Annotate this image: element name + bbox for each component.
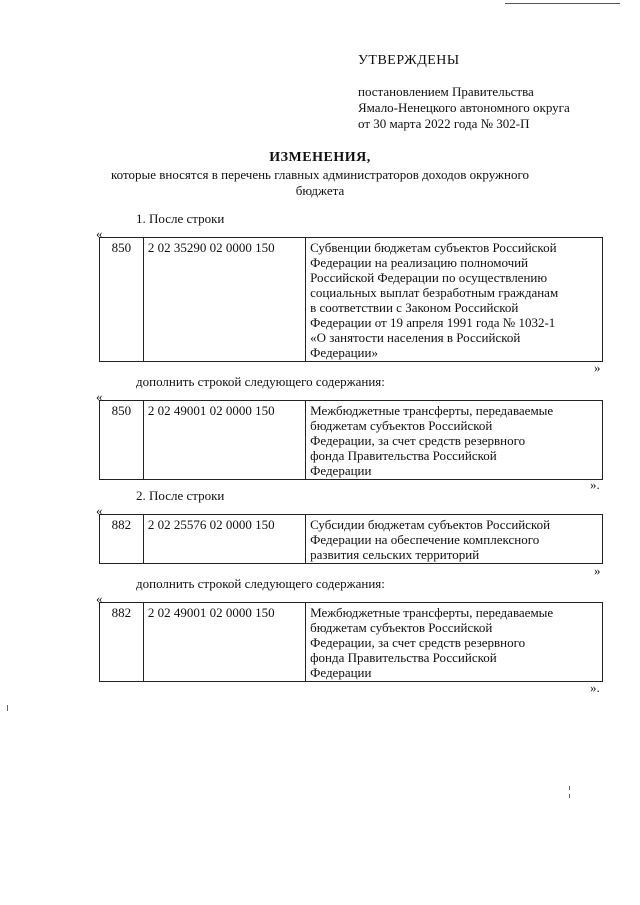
- income-name-line: Федерации: [310, 463, 372, 478]
- income-name-line: Федерации, за счет средств резервного: [310, 433, 526, 448]
- section-1-heading: 1. После строки: [136, 211, 225, 226]
- income-name-line: развития сельских территорий: [310, 547, 480, 562]
- income-name-line: фонда Правительства Российской: [310, 650, 497, 665]
- income-name-line: Субсидии бюджетам субъектов Российской: [310, 517, 551, 532]
- income-name-cell: [306, 238, 603, 362]
- income-name-line: Федерации, за счет средств резервного: [310, 635, 526, 650]
- approval-heading: УТВЕРЖДЕНЫ: [358, 53, 460, 68]
- approval-line: Ямало-Ненецкого автономного округа: [358, 100, 570, 115]
- document-title: ИЗМЕНЕНИЯ,: [269, 150, 371, 165]
- section-1-table-before: [99, 237, 603, 362]
- income-name-line: бюджетам субъектов Российской: [310, 418, 493, 433]
- income-name-line: социальных выплат безработным гражданам: [310, 285, 559, 300]
- admin-code-cell: 850: [100, 401, 144, 480]
- scan-artifact: [7, 705, 8, 711]
- income-name-line: бюджетам субъектов Российской: [310, 620, 493, 635]
- income-name-line: в соответствии с Законом Российской: [310, 300, 519, 315]
- subtitle-line: бюджета: [295, 183, 345, 198]
- section-2-open-quote-2: «: [96, 591, 103, 606]
- section-2-close-quote: »: [594, 563, 601, 578]
- section-2-table-before: [99, 514, 603, 564]
- income-name-cell: [306, 515, 603, 564]
- approval-line: постановлением Правительства: [358, 84, 534, 99]
- admin-code-cell: 850: [100, 238, 144, 362]
- section-2-close-quote-2: ».: [590, 680, 600, 695]
- income-name-cell: [306, 603, 603, 682]
- income-name-line: Федерации на реализацию полномочий: [310, 255, 529, 270]
- section-1-open-quote-2: «: [96, 389, 103, 404]
- income-name-line: Федерации: [310, 665, 372, 680]
- admin-code-cell: 882: [100, 515, 144, 564]
- document-subtitle: [0, 167, 640, 199]
- income-name-line: фонда Правительства Российской: [310, 448, 497, 463]
- table-row: [100, 238, 603, 362]
- section-1-table-new: [99, 400, 603, 480]
- income-name-line: Федерации на обеспечение комплексного: [310, 532, 540, 547]
- section-2-open-quote: «: [96, 503, 103, 518]
- top-edge-line: [505, 3, 620, 4]
- income-name-line: Федерации от 19 апреля 1991 года № 1032-1: [310, 315, 556, 330]
- income-name-cell: [306, 401, 603, 480]
- approval-details: [358, 84, 618, 132]
- section-1-add-text: дополнить строкой следующего содержания:: [136, 374, 385, 389]
- kbk-code-cell: 2 02 49001 02 0000 150: [143, 603, 305, 682]
- section-1-close-quote: »: [594, 360, 601, 375]
- income-name-line: Субвенции бюджетам субъектов Российской: [310, 240, 557, 255]
- kbk-code-cell: 2 02 25576 02 0000 150: [143, 515, 305, 564]
- subtitle-line: которые вносятся в перечень главных администраторов доходов окружного: [110, 167, 530, 182]
- scan-artifact: [569, 794, 570, 798]
- approval-line: от 30 марта 2022 года № 302-П: [358, 116, 530, 131]
- table-row: [100, 401, 603, 480]
- table-row: [100, 515, 603, 564]
- kbk-code-cell: 2 02 35290 02 0000 150: [143, 238, 305, 362]
- scan-artifact: [569, 786, 570, 790]
- income-name-line: «О занятости населения в Российской: [310, 330, 521, 345]
- table-row: [100, 603, 603, 682]
- income-name-line: Межбюджетные трансферты, передаваемые: [310, 403, 554, 418]
- income-name-line: Федерации»: [310, 345, 378, 360]
- section-1-open-quote: «: [96, 226, 103, 241]
- kbk-code-cell: 2 02 49001 02 0000 150: [143, 401, 305, 480]
- income-name-line: Российской Федерации по осуществлению: [310, 270, 548, 285]
- section-2-heading: 2. После строки: [136, 488, 225, 503]
- section-2-add-text: дополнить строкой следующего содержания:: [136, 576, 385, 591]
- income-name-line: Межбюджетные трансферты, передаваемые: [310, 605, 554, 620]
- section-1-close-quote-2: ».: [590, 477, 600, 492]
- section-2-table-new: [99, 602, 603, 682]
- admin-code-cell: 882: [100, 603, 144, 682]
